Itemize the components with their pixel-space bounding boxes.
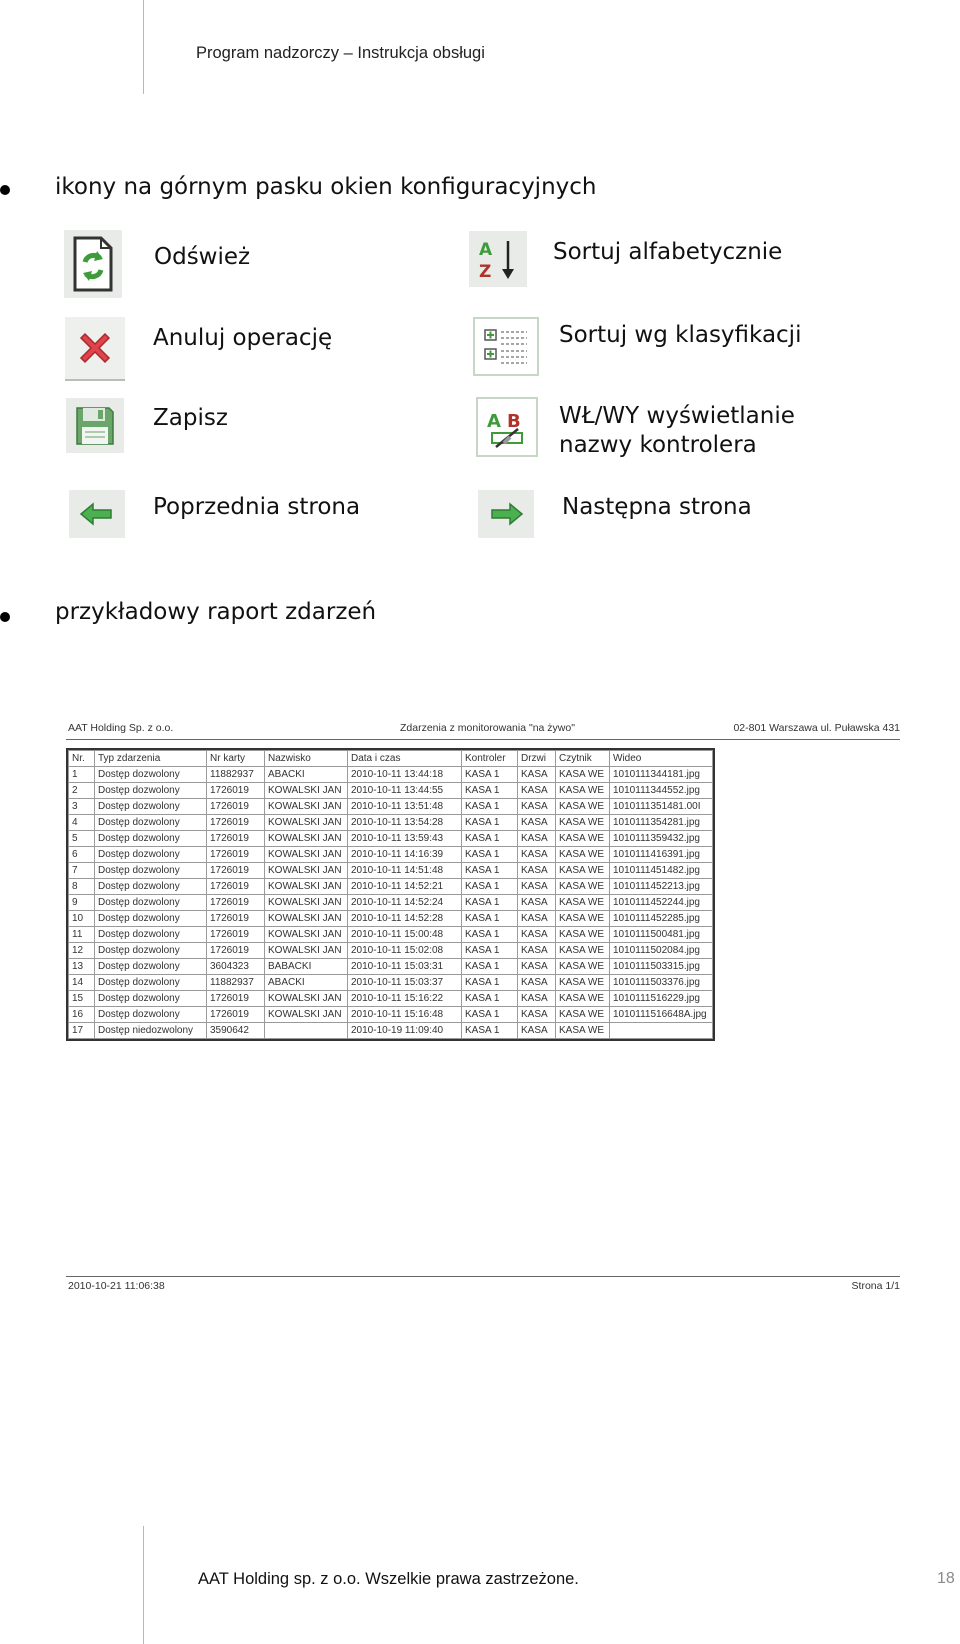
table-cell: KOWALSKI JAN [265, 815, 348, 831]
table-cell: KOWALSKI JAN [265, 831, 348, 847]
table-cell: 13 [69, 959, 95, 975]
table-cell: KASA WE [556, 991, 610, 1007]
table-cell: 1010111354281.jpg [610, 815, 713, 831]
table-cell: 3 [69, 799, 95, 815]
label-refresh: Odśwież [154, 244, 251, 270]
table-row [69, 767, 713, 783]
page-footer: AAT Holding sp. z o.o. Wszelkie prawa zastrzeżone. [198, 1570, 579, 1588]
report-page-info: Strona 1/1 [851, 1280, 900, 1292]
table-cell: KOWALSKI JAN [265, 879, 348, 895]
table-cell: KASA WE [556, 943, 610, 959]
table-cell: Dostęp dozwolony [95, 895, 207, 911]
section-heading-icons: ikony na górnym pasku okien konfiguracyjnych [55, 174, 597, 200]
save-icon [66, 398, 124, 453]
table-cell: KASA 1 [462, 959, 518, 975]
table-cell: 2010-10-11 15:00:48 [348, 927, 462, 943]
table-cell: KOWALSKI JAN [265, 927, 348, 943]
table-cell: Dostęp dozwolony [95, 959, 207, 975]
table-cell: KOWALSKI JAN [265, 847, 348, 863]
label-sort-class: Sortuj wg klasyfikacji [559, 322, 802, 348]
table-cell: KASA 1 [462, 767, 518, 783]
table-cell: KASA 1 [462, 975, 518, 991]
col-controller: Kontroler [462, 751, 518, 767]
table-cell: 1010111500481.jpg [610, 927, 713, 943]
table-cell: Dostęp dozwolony [95, 991, 207, 1007]
table-cell: 1726019 [207, 799, 265, 815]
label-prev-page: Poprzednia strona [153, 494, 361, 520]
table-cell: 2010-10-11 15:03:31 [348, 959, 462, 975]
table-cell: KASA 1 [462, 815, 518, 831]
table-cell: 5 [69, 831, 95, 847]
table-cell: KASA [518, 975, 556, 991]
report-header-divider [66, 739, 900, 740]
table-cell: 2010-10-19 11:09:40 [348, 1023, 462, 1039]
cancel-icon [65, 317, 125, 381]
table-cell: KASA 1 [462, 991, 518, 1007]
table-cell: KASA 1 [462, 895, 518, 911]
table-cell: KASA WE [556, 799, 610, 815]
table-cell: 8 [69, 879, 95, 895]
svg-text:Z: Z [479, 262, 492, 282]
ab-toggle-icon [476, 397, 538, 457]
col-type: Typ zdarzenia [95, 751, 207, 767]
table-cell: KASA 1 [462, 1007, 518, 1023]
table-cell: 1010111416391.jpg [610, 847, 713, 863]
table-cell: 2010-10-11 14:52:28 [348, 911, 462, 927]
table-cell: Dostęp dozwolony [95, 927, 207, 943]
footer-divider [143, 1526, 144, 1644]
table-cell: 1010111344181.jpg [610, 767, 713, 783]
table-cell: KASA [518, 927, 556, 943]
table-cell: 1010111516648A.jpg [610, 1007, 713, 1023]
table-cell: 2010-10-11 13:59:43 [348, 831, 462, 847]
table-cell: 1726019 [207, 831, 265, 847]
col-nr: Nr. [69, 751, 95, 767]
table-cell: 2 [69, 783, 95, 799]
svg-text:A: A [487, 411, 501, 432]
table-cell: KASA WE [556, 767, 610, 783]
report-body [69, 767, 713, 1039]
table-cell: 4 [69, 815, 95, 831]
col-door: Drzwi [518, 751, 556, 767]
table-cell: 2010-10-11 14:16:39 [348, 847, 462, 863]
table-cell: KASA [518, 1007, 556, 1023]
table-cell: 1010111344552.jpg [610, 783, 713, 799]
table-cell: 2010-10-11 13:44:55 [348, 783, 462, 799]
table-cell: 2010-10-11 14:51:48 [348, 863, 462, 879]
table-cell: 7 [69, 863, 95, 879]
table-cell: KOWALSKI JAN [265, 799, 348, 815]
table-cell: Dostęp dozwolony [95, 799, 207, 815]
table-cell: KASA WE [556, 847, 610, 863]
table-cell: KASA WE [556, 783, 610, 799]
table-cell: 9 [69, 895, 95, 911]
table-cell: 11882937 [207, 767, 265, 783]
label-ab-toggle-line2: nazwy kontrolera [559, 432, 757, 458]
arrow-right-icon [478, 490, 534, 538]
table-cell: KOWALSKI JAN [265, 863, 348, 879]
table-cell: KASA WE [556, 879, 610, 895]
col-datetime: Data i czas [348, 751, 462, 767]
table-cell: KASA [518, 895, 556, 911]
report-table [68, 750, 713, 1039]
table-cell: 2010-10-11 13:44:18 [348, 767, 462, 783]
table-row [69, 1023, 713, 1039]
table-cell: KASA 1 [462, 911, 518, 927]
col-name: Nazwisko [265, 751, 348, 767]
report-company: AAT Holding Sp. z o.o. [68, 722, 174, 734]
section-heading-report: przykładowy raport zdarzeń [55, 599, 377, 625]
table-cell: KASA [518, 831, 556, 847]
table-cell: KASA 1 [462, 879, 518, 895]
table-cell: KASA WE [556, 831, 610, 847]
table-row [69, 831, 713, 847]
table-cell: 1726019 [207, 863, 265, 879]
table-cell: 1726019 [207, 847, 265, 863]
label-cancel: Anuluj operację [153, 325, 333, 351]
table-cell: KASA 1 [462, 1023, 518, 1039]
table-cell: 2010-10-11 13:54:28 [348, 815, 462, 831]
table-cell: Dostęp dozwolony [95, 831, 207, 847]
table-cell: 10 [69, 911, 95, 927]
table-cell: KASA WE [556, 895, 610, 911]
table-row [69, 783, 713, 799]
table-cell: 11 [69, 927, 95, 943]
table-cell: KASA [518, 943, 556, 959]
table-cell: 3604323 [207, 959, 265, 975]
table-cell: 11882937 [207, 975, 265, 991]
table-cell [265, 1023, 348, 1039]
bullet-dot [0, 185, 10, 195]
table-cell: KASA [518, 815, 556, 831]
refresh-icon [64, 230, 122, 298]
table-cell [610, 1023, 713, 1039]
table-cell: KASA [518, 847, 556, 863]
table-cell: KASA WE [556, 911, 610, 927]
report-title: Zdarzenia z monitorowania "na żywo" [400, 722, 575, 734]
table-cell: Dostęp dozwolony [95, 767, 207, 783]
table-cell: 1010111502084.jpg [610, 943, 713, 959]
table-row [69, 991, 713, 1007]
table-cell: 1726019 [207, 991, 265, 1007]
table-cell: 1010111451482.jpg [610, 863, 713, 879]
report-address: 02-801 Warszawa ul. Puławska 431 [733, 722, 900, 734]
table-cell: BABACKI [265, 959, 348, 975]
table-cell: KASA 1 [462, 847, 518, 863]
table-cell: Dostęp dozwolony [95, 783, 207, 799]
table-cell: KASA [518, 863, 556, 879]
sort-alpha-icon [469, 231, 527, 287]
table-row [69, 975, 713, 991]
table-cell: 17 [69, 1023, 95, 1039]
table-cell: 6 [69, 847, 95, 863]
table-row [69, 879, 713, 895]
table-cell: 2010-10-11 15:16:22 [348, 991, 462, 1007]
table-row [69, 943, 713, 959]
table-cell: 1726019 [207, 911, 265, 927]
table-cell: KASA [518, 799, 556, 815]
table-cell: KASA WE [556, 927, 610, 943]
table-cell: KASA WE [556, 815, 610, 831]
table-row [69, 959, 713, 975]
table-cell: KASA 1 [462, 783, 518, 799]
table-cell: KOWALSKI JAN [265, 783, 348, 799]
table-cell: KASA [518, 1023, 556, 1039]
label-save: Zapisz [153, 405, 228, 431]
table-cell: ABACKI [265, 975, 348, 991]
table-cell: KOWALSKI JAN [265, 911, 348, 927]
col-video: Wideo [610, 751, 713, 767]
table-cell: KASA [518, 879, 556, 895]
label-sort-alpha: Sortuj alfabetycznie [553, 239, 783, 265]
table-cell: 14 [69, 975, 95, 991]
table-cell: 16 [69, 1007, 95, 1023]
table-row [69, 863, 713, 879]
table-row [69, 911, 713, 927]
table-cell: KASA [518, 783, 556, 799]
table-cell: ABACKI [265, 767, 348, 783]
table-cell: 1726019 [207, 943, 265, 959]
table-cell: 15 [69, 991, 95, 1007]
report-header-row [69, 751, 713, 767]
arrow-left-icon [69, 490, 125, 538]
table-cell: KASA 1 [462, 799, 518, 815]
table-cell: KOWALSKI JAN [265, 991, 348, 1007]
table-cell: KASA 1 [462, 943, 518, 959]
table-cell: KASA [518, 959, 556, 975]
table-cell: 1010111503376.jpg [610, 975, 713, 991]
table-cell: 1726019 [207, 1007, 265, 1023]
table-cell: 1010111359432.jpg [610, 831, 713, 847]
table-row [69, 927, 713, 943]
col-reader: Czytnik [556, 751, 610, 767]
event-report [66, 722, 900, 1292]
table-row [69, 895, 713, 911]
table-row [69, 799, 713, 815]
label-ab-toggle [559, 402, 795, 460]
sort-class-icon [473, 317, 539, 376]
table-cell: 1010111503315.jpg [610, 959, 713, 975]
table-cell: 1010111351481.00I [610, 799, 713, 815]
table-cell: 12 [69, 943, 95, 959]
table-row [69, 815, 713, 831]
table-cell: KASA [518, 991, 556, 1007]
table-row [69, 1007, 713, 1023]
table-cell: 2010-10-11 14:52:21 [348, 879, 462, 895]
table-cell: Dostęp dozwolony [95, 847, 207, 863]
table-cell: KASA [518, 911, 556, 927]
table-cell: Dostęp niedozwolony [95, 1023, 207, 1039]
table-cell: Dostęp dozwolony [95, 815, 207, 831]
table-cell: 1010111452244.jpg [610, 895, 713, 911]
table-cell: KASA WE [556, 1007, 610, 1023]
svg-text:A: A [479, 240, 493, 260]
table-cell: KOWALSKI JAN [265, 895, 348, 911]
svg-text:B: B [507, 411, 521, 432]
table-cell: KASA WE [556, 959, 610, 975]
table-cell: 3590642 [207, 1023, 265, 1039]
table-cell: 2010-10-11 13:51:48 [348, 799, 462, 815]
table-cell: KASA WE [556, 1023, 610, 1039]
table-cell: 1726019 [207, 879, 265, 895]
table-cell: 2010-10-11 15:16:48 [348, 1007, 462, 1023]
table-cell: 1010111452285.jpg [610, 911, 713, 927]
table-cell: 1726019 [207, 815, 265, 831]
label-ab-toggle-line1: WŁ/WY wyświetlanie [559, 403, 795, 429]
table-cell: 1726019 [207, 895, 265, 911]
table-cell: KASA WE [556, 975, 610, 991]
table-cell: 1010111452213.jpg [610, 879, 713, 895]
label-next-page: Następna strona [562, 494, 752, 520]
table-cell: 1010111516229.jpg [610, 991, 713, 1007]
table-cell: KOWALSKI JAN [265, 943, 348, 959]
header-divider [143, 0, 144, 94]
table-cell: Dostęp dozwolony [95, 879, 207, 895]
table-cell: 1 [69, 767, 95, 783]
table-cell: 1726019 [207, 783, 265, 799]
report-print-time: 2010-10-21 11:06:38 [68, 1280, 165, 1292]
report-footer-divider [66, 1276, 900, 1277]
table-cell: KASA 1 [462, 863, 518, 879]
table-cell: Dostęp dozwolony [95, 975, 207, 991]
table-cell: KASA 1 [462, 831, 518, 847]
table-cell: 2010-10-11 15:02:08 [348, 943, 462, 959]
page-header: Program nadzorczy – Instrukcja obsługi [196, 44, 485, 62]
table-cell: Dostęp dozwolony [95, 863, 207, 879]
table-cell: KASA [518, 767, 556, 783]
table-cell: Dostęp dozwolony [95, 943, 207, 959]
table-cell: KASA WE [556, 863, 610, 879]
bullet-dot [0, 612, 10, 622]
table-cell: KASA 1 [462, 927, 518, 943]
table-cell: 2010-10-11 14:52:24 [348, 895, 462, 911]
col-card: Nr karty [207, 751, 265, 767]
table-cell: 1726019 [207, 927, 265, 943]
table-row [69, 847, 713, 863]
table-cell: KOWALSKI JAN [265, 1007, 348, 1023]
table-cell: 2010-10-11 15:03:37 [348, 975, 462, 991]
page-number: 18 [937, 1570, 955, 1587]
table-cell: Dostęp dozwolony [95, 911, 207, 927]
table-cell: Dostęp dozwolony [95, 1007, 207, 1023]
